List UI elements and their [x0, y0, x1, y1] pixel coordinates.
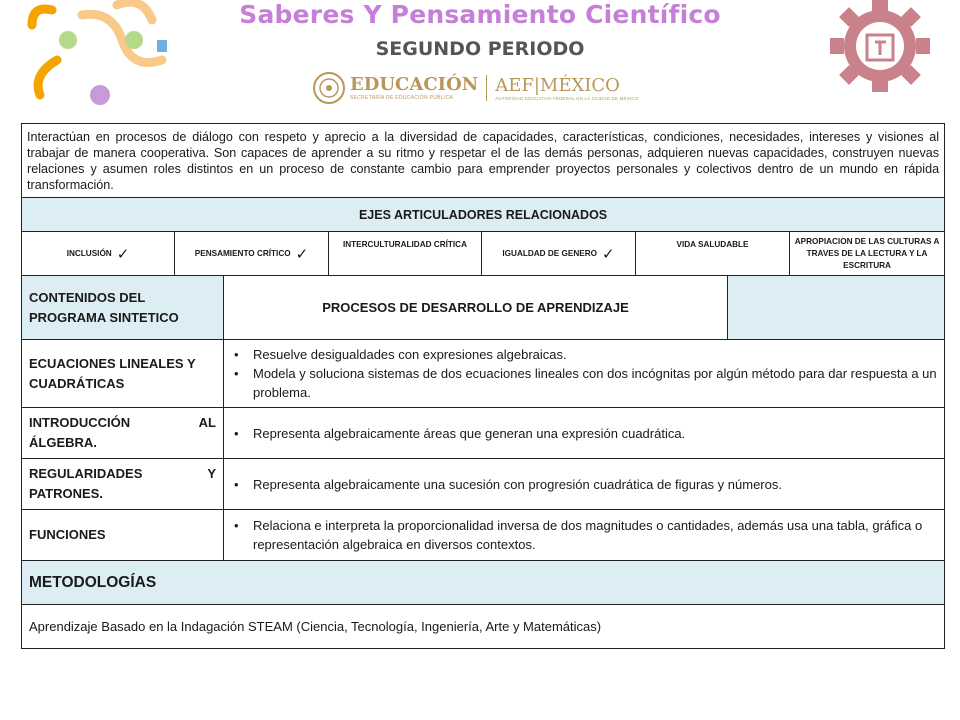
contenidos-header: CONTENIDOS DEL PROGRAMA SINTETICO: [22, 276, 224, 340]
content-cell: [224, 408, 945, 459]
page-header: [0, 0, 960, 118]
plan-table: [21, 123, 945, 649]
check-icon: ✓: [116, 245, 130, 263]
eje-pensamiento-critico: PENSAMIENTO CRÍTICO ✓: [175, 232, 329, 276]
topic-cell: FUNCIONES: [22, 510, 224, 561]
national-seal-icon: [312, 71, 346, 105]
list-item: • Representa algebraicamente áreas que generan una expresión cuadrática.: [229, 424, 939, 443]
topic-cell: INTRODUCCIÓN AL ÁLGEBRA.: [22, 408, 224, 459]
eje-interculturalidad: INTERCULTURALIDAD CRÍTICA: [329, 232, 482, 276]
list-item: • Relaciona e interpreta la proporcionalidad inversa de dos magnitudes o cantidades, además usa una tabla, gráfica o representación algebraica en diversos contextos.: [229, 516, 939, 554]
table-row: [22, 408, 945, 459]
ejes-heading: EJES ARTICULADORES RELACIONADOS: [22, 198, 945, 232]
institution-logos: [312, 70, 639, 106]
page-subtitle: SEGUNDO PERIODO: [375, 38, 585, 60]
table-row: [22, 510, 945, 561]
eje-inclusion: INCLUSIÓN ✓: [22, 232, 175, 276]
check-icon: ✓: [602, 245, 615, 263]
eje-apropiacion-culturas: APROPIACION DE LAS CULTURAS A TRAVES DE LA LECTURA Y LA ESCRITURA: [790, 232, 945, 276]
ejes-row: [22, 232, 945, 276]
education-logo-text: EDUCACIÓN: [350, 74, 479, 95]
procesos-header: PROCESOS DE DESARROLLO DE APRENDIZAJE: [224, 276, 728, 340]
topic-cell: ECUACIONES LINEALES Y CUADRÁTICAS: [22, 340, 224, 408]
topic-cell: REGULARIDADES Y PATRONES.: [22, 459, 224, 510]
page-title: Saberes Y Pensamiento Científico: [239, 0, 721, 29]
aef-logo-text: AEF|MÉXICO: [495, 74, 620, 96]
eje-igualdad-genero: IGUALDAD DE GENERO ✓: [482, 232, 636, 276]
check-icon: ✓: [295, 245, 309, 263]
intro-paragraph: Interactúan en procesos de diálogo con respeto y aprecio a la diversidad de capacidades, características, condiciones, necesidades, intereses y visiones al trabajar de manera cooperativa. Son capaces de aprender a su ritmo y respetar el de las demás personas, adquieren nuevas capacidades, construyen nuevas relaciones y asumen roles distintos en un proceso de constante cambio para emprender proyectos personales y colectivos dentro de un mundo en rápida transformación.: [22, 124, 945, 198]
list-item: • Resuelve desigualdades con expresiones algebraicas.: [229, 345, 939, 364]
education-logo-subtext: SECRETARÍA DE EDUCACIÓN PÚBLICA: [350, 95, 454, 101]
content-cell: [224, 340, 945, 408]
metodologias-heading: METODOLOGÍAS: [22, 561, 945, 605]
list-item: • Representa algebraicamente una sucesión con progresión cuadrática de figuras y números.: [229, 475, 939, 494]
empty-header-cell: [728, 276, 945, 340]
logo-divider: [486, 75, 487, 101]
content-cell: [224, 459, 945, 510]
aef-logo-subtext: AUTORIDAD EDUCATIVA FEDERAL EN LA CIUDAD DE MÉXICO: [495, 95, 639, 101]
table-row: [22, 459, 945, 510]
table-row: [22, 340, 945, 408]
eje-vida-saludable: VIDA SALUDABLE: [636, 232, 790, 276]
list-item: • Modela y soluciona sistemas de dos ecuaciones lineales con dos incógnitas por algún método para dar respuesta a un problema.: [229, 364, 939, 402]
content-cell: [224, 510, 945, 561]
technical-school-gear-icon: [820, 0, 940, 92]
metodologias-text: Aprendizaje Basado en la Indagación STEAM (Ciencia, Tecnología, Ingeniería, Arte y Matemáticas): [22, 605, 945, 649]
